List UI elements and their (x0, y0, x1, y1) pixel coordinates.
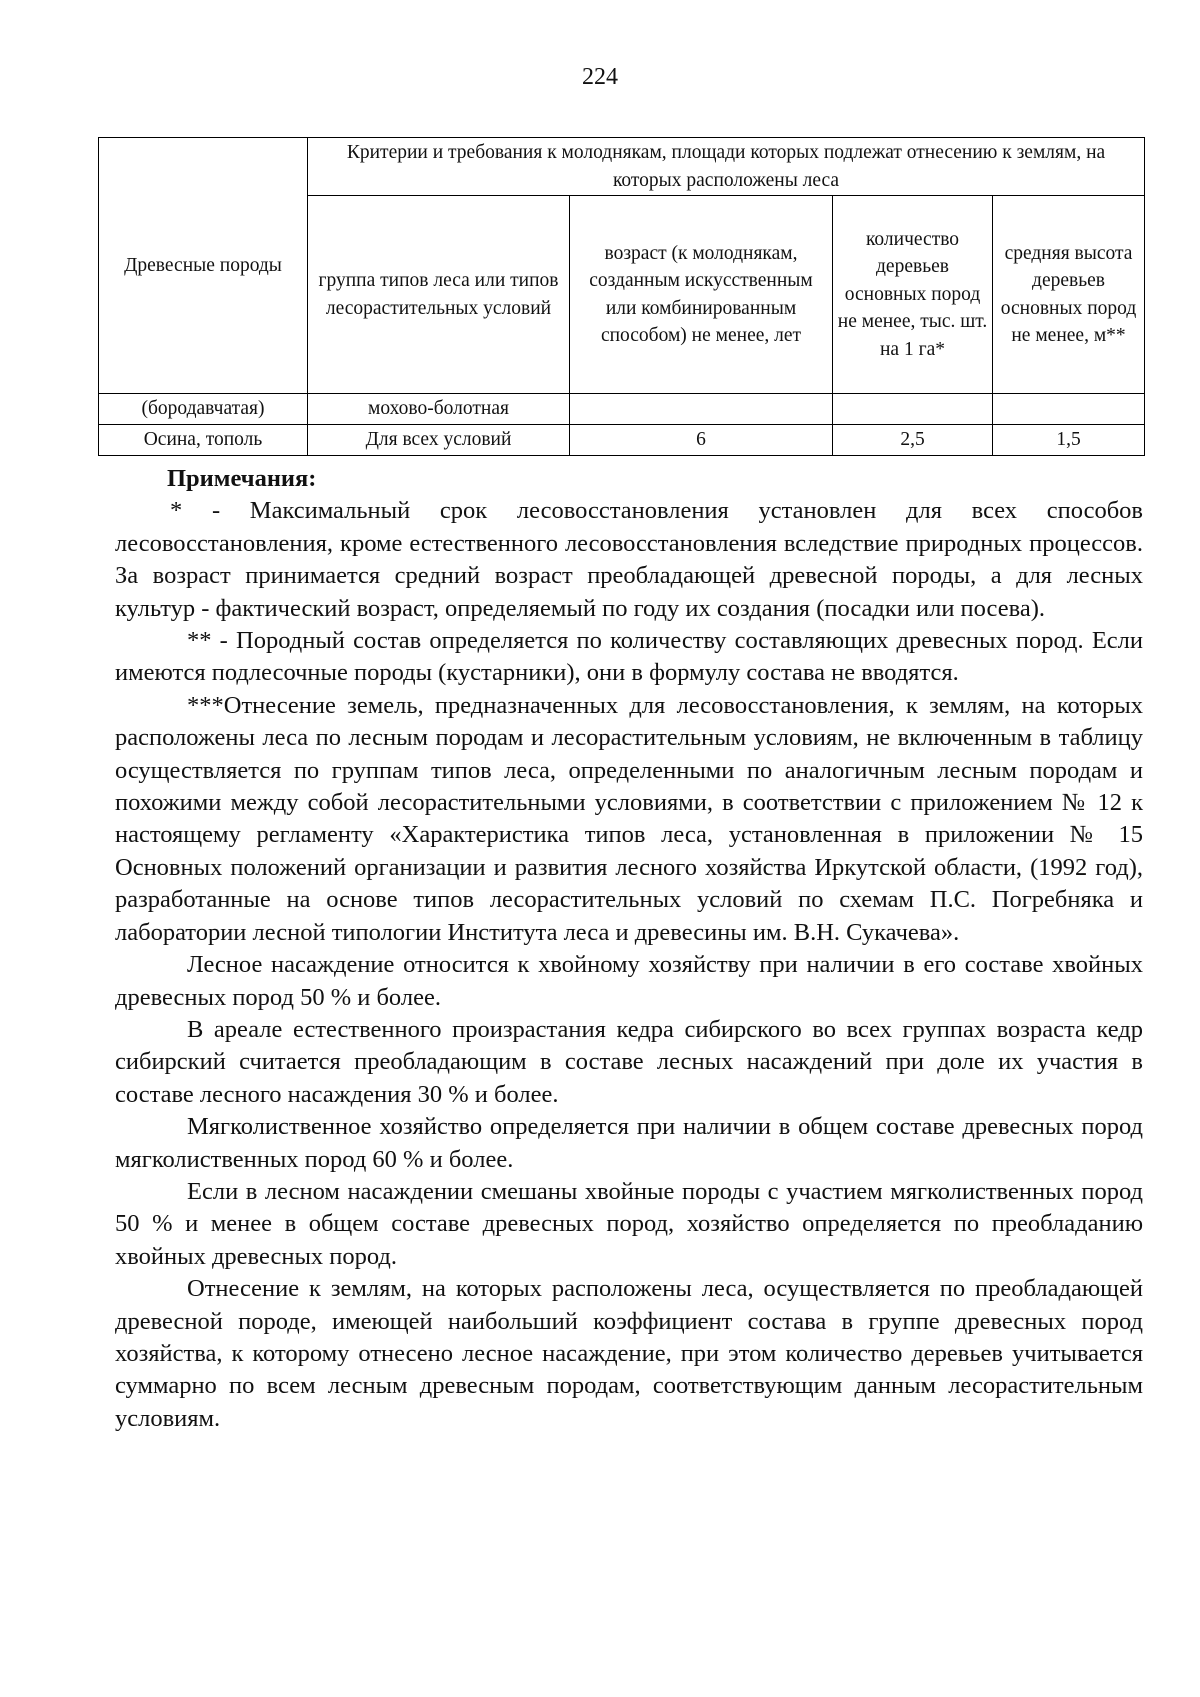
table-row (99, 394, 1145, 425)
count-column-header: количество деревьев основных пород не менее, тыс. шт. на 1 га* (833, 196, 993, 394)
height-cell: 1,5 (993, 425, 1145, 456)
criteria-header: Критерии и требования к молоднякам, площади которых подлежат отнесению к землям, на которых расположены леса (308, 138, 1145, 196)
group-cell: мохово-болотная (308, 394, 570, 425)
group-column-header: группа типов леса или типов лесорастительных условий (308, 196, 570, 394)
table-header-row (99, 138, 1145, 196)
footnote-paragraph: ***Отнесение земель, предназначенных для лесовосстановления, к землям, на которых расположены леса по лесным породам и лесорастительным условиям, не включенным в таблицу осуществляется по группам типов леса, определенными по аналогичным лесным породам и похожими между собой лесорастительными условиями, в соответствии с приложением № 12 к настоящему регламенту «Характеристика типов леса, установленная в приложении № 15 Основных положений организации и развития лесного хозяйства Иркутской области, (1992 год), разработанные на основе типов лесорастительных условий по схемам П.С. Погребняка и лаборатории лесной типологии Института леса и древесины им. В.Н. Сукачева». (115, 691, 1143, 946)
page-number: 224 (582, 64, 618, 90)
count-cell: 2,5 (833, 425, 993, 456)
notes-heading: Примечания: (167, 465, 317, 492)
height-column-header: средняя высота деревьев основных пород не менее, м** (993, 196, 1145, 394)
body-paragraph: Мягколиственное хозяйство определяется при наличии в общем составе древесных пород мягколиственных пород 60 % и более. (115, 1113, 1143, 1173)
notes-section (115, 463, 1143, 1435)
height-cell (993, 394, 1145, 425)
group-cell: Для всех условий (308, 425, 570, 456)
count-cell (833, 394, 993, 425)
footnote-paragraph: * - Максимальный срок лесовосстановления установлен для всех способов лесовосстановления, кроме естественного лесовосстановления вследствие природных процессов. За возраст принимается средний возраст преобладающей древесной породы, а для лесных культур - фактический возраст, определяемый по году их создания (посадки или посева). (115, 497, 1143, 622)
age-cell (570, 394, 833, 425)
age-cell: 6 (570, 425, 833, 456)
age-column-header: возраст (к молоднякам, созданным искусственным или комбинированным способом) не менее, лет (570, 196, 833, 394)
body-paragraph: Лесное насаждение относится к хвойному хозяйству при наличии в его составе хвойных древесных пород 50 % и более. (115, 951, 1143, 1011)
body-paragraph: Если в лесном насаждении смешаны хвойные породы с участием мягколиственных пород 50 % и менее в общем составе древесных пород, хозяйство определяется по преобладанию хвойных древесных пород. (115, 1177, 1143, 1270)
criteria-table (98, 137, 1145, 456)
body-paragraph: В ареале естественного произрастания кедра сибирского во всех группах возраста кедр сибирский считается преобладающим в составе лесных насаждений при доле их участия в составе лесного насаждения 30 % и более. (115, 1015, 1143, 1108)
footnote-paragraph: ** - Породный состав определяется по количеству составляющих древесных пород. Если имеются подлесочные породы (кустарники), они в формулу состава не вводятся. (115, 627, 1143, 687)
species-cell: (бородавчатая) (99, 394, 308, 425)
species-header: Древесные породы (99, 138, 308, 394)
body-paragraph: Отнесение к землям, на которых расположены леса, осуществляется по преобладающей древесной породе, имеющей наибольший коэффициент состава в группе древесных пород хозяйства, к которому отнесено лесное насаждение, при этом количество деревьев учитывается суммарно по всем лесным древесным породам, соответствующим данным лесорастительным условиям. (115, 1275, 1143, 1432)
species-cell: Осина, тополь (99, 425, 308, 456)
table-row (99, 425, 1145, 456)
